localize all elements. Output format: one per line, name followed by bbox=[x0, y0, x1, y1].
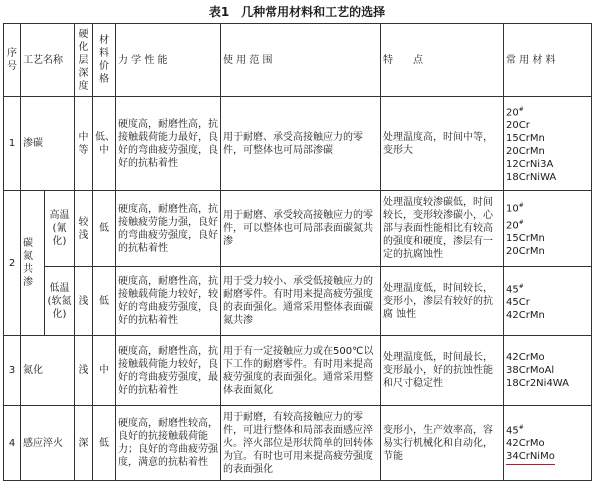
row-features: 处理温度低，时间最长，变形最小，好的抗蚀性能和尺寸稳定性 bbox=[381, 336, 504, 406]
header-features: 特 点 bbox=[381, 24, 504, 97]
header-usage: 使 用 范 围 bbox=[221, 24, 381, 97]
steel-grade: 42CrMo bbox=[506, 352, 545, 363]
steel-grade: 18Cr2Ni4WA bbox=[506, 378, 569, 389]
row-depth: 较浅 bbox=[75, 191, 93, 267]
row-index: 3 bbox=[4, 336, 21, 406]
row-mechanical: 硬度高，耐磨性高，抗接触载荷能力较好，较好的弯曲疲劳强度，良好的抗粘着性 bbox=[116, 267, 221, 336]
row-features: 变形小，生产效率高，容易实行机械化和自动化，节能 bbox=[381, 406, 504, 481]
row-price: 低、中 bbox=[93, 97, 116, 191]
row-usage: 用于受力较小、承受低接触应力的耐磨零件。有时用来提高疲劳强度的表面强化。通常采用整体表面碳氮共渗 bbox=[221, 267, 381, 336]
steel-grade: 42CrMn bbox=[506, 310, 545, 322]
row-features: 处理温度较渗碳低，时间较长，变形较渗碳小，心部与表面性能相比有较高的强度和硬度，渗层有一定的抗腐蚀性 bbox=[381, 191, 504, 267]
steel-grade: 20CrMn bbox=[506, 146, 545, 158]
row-materials bbox=[504, 336, 592, 406]
row-depth: 中等 bbox=[75, 97, 93, 191]
row-mechanical: 硬度高，耐磨性高，抗接触疲劳能力强，良好的弯曲疲劳强度，良好的抗粘着性 bbox=[116, 191, 221, 267]
header-mechanical: 力 学 性 能 bbox=[116, 24, 221, 97]
table-row bbox=[4, 406, 592, 481]
row-process: 碳氮共渗 bbox=[21, 191, 45, 336]
header-price: 材料价格 bbox=[93, 24, 116, 97]
table-row bbox=[4, 336, 592, 406]
row-price: 低 bbox=[93, 191, 116, 267]
row-usage: 用于耐磨、承受较高接触应力的零件，可以整体也可局部表面碳氮共渗 bbox=[221, 191, 381, 267]
row-process: 渗碳 bbox=[21, 97, 75, 191]
table-row bbox=[4, 97, 592, 191]
row-index: 2 bbox=[4, 191, 21, 336]
steel-grade: 38CrMoAl bbox=[506, 365, 555, 376]
steel-grade: 45# bbox=[506, 423, 524, 437]
header-process: 工艺名称 bbox=[21, 24, 75, 97]
steel-grade: 45Cr bbox=[506, 297, 530, 309]
row-usage: 用于有一定接触应力或在500℃以下工作的耐磨零件。有时用来提高疲劳强度的表面强化。通常采用整体表面氮化 bbox=[221, 336, 381, 406]
steel-grade: 18CrNiWA bbox=[506, 172, 557, 184]
row-mechanical: 硬度高，耐磨性高，抗接触载荷能力最好，良好的弯曲疲劳强度，良好的抗粘着性 bbox=[116, 97, 221, 191]
table-row bbox=[4, 191, 592, 267]
row-depth: 浅 bbox=[75, 336, 93, 406]
row-mechanical: 硬度高，耐磨性高，抗接触载荷能力较好，良好的弯曲疲劳强度，最好的抗粘着性 bbox=[116, 336, 221, 406]
steel-grade: 20# bbox=[506, 105, 524, 119]
row-materials bbox=[504, 97, 592, 191]
row-usage: 用于耐磨、承受高接触应力的零件，可整体也可局部渗碳 bbox=[221, 97, 381, 191]
highlight-underline: 34CrNiMo bbox=[506, 450, 555, 465]
row-usage: 用于耐磨，有较高接触应力的零件，可进行整体和局部表面感应淬火。淬火部位是形状简单的回转体为宜。有时也可用来提高疲劳强度的表面强化 bbox=[221, 406, 381, 481]
table-row bbox=[4, 267, 592, 336]
steel-grade: 10# bbox=[506, 202, 524, 215]
header-row bbox=[4, 24, 592, 97]
steel-grade: 20# bbox=[506, 218, 524, 231]
row-materials bbox=[504, 406, 592, 481]
steel-grade: 45# bbox=[506, 282, 524, 296]
row-materials bbox=[504, 267, 592, 336]
header-depth: 硬化层深度 bbox=[75, 24, 93, 97]
row-mechanical: 硬度高，耐磨性较高，良好的抗接触载荷能力；良好的弯曲疲劳强度，满意的抗粘着性 bbox=[116, 406, 221, 481]
table-title: 表1 几种常用材料和工艺的选择 bbox=[208, 5, 386, 19]
row-materials bbox=[504, 191, 592, 267]
steel-grade: 15CrMn bbox=[506, 232, 545, 244]
row-features: 处理温度低，时间较长，变形小，渗层有较好的抗腐 蚀性 bbox=[381, 267, 504, 336]
steel-grade: 20Cr bbox=[506, 120, 530, 132]
row-depth: 浅 bbox=[75, 267, 93, 336]
header-materials: 常 用 材 料 bbox=[504, 24, 592, 97]
steel-grade: 20CrMn bbox=[506, 245, 545, 257]
row-process: 氮化 bbox=[21, 336, 75, 406]
steel-grade: 12CrNi3A bbox=[506, 159, 554, 171]
row-subprocess: 高温(氰化) bbox=[45, 191, 75, 267]
row-price: 中 bbox=[93, 336, 116, 406]
steel-grade: 15CrMn bbox=[506, 133, 545, 145]
row-process: 感应淬火 bbox=[21, 406, 75, 481]
steel-grade: 42CrMo bbox=[506, 438, 545, 450]
row-price: 低 bbox=[93, 406, 116, 481]
materials-process-table bbox=[3, 23, 592, 481]
row-features: 处理温度高，时间中等，变形大 bbox=[381, 97, 504, 191]
row-depth: 深 bbox=[75, 406, 93, 481]
header-index: 序号 bbox=[4, 24, 21, 97]
steel-grade-highlighted bbox=[506, 450, 589, 465]
row-price: 低 bbox=[93, 267, 116, 336]
row-subprocess: 低温(软氮化) bbox=[45, 267, 75, 336]
row-index: 1 bbox=[4, 97, 21, 191]
row-index: 4 bbox=[4, 406, 21, 481]
